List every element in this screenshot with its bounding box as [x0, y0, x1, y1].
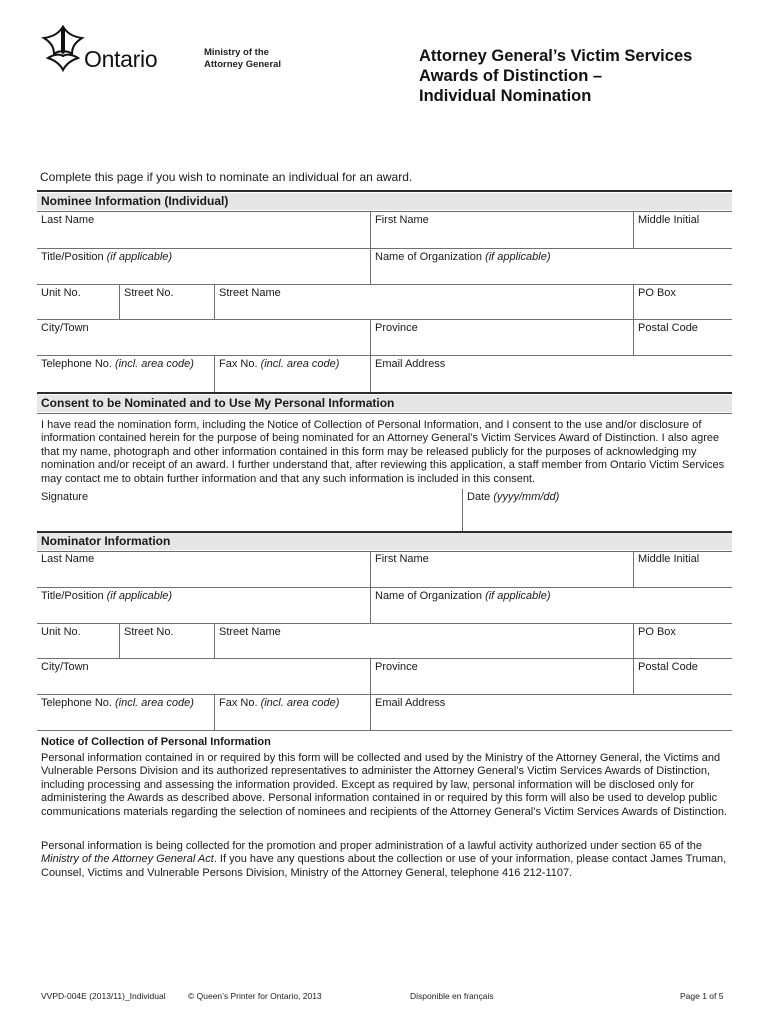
field-label: Title/Position — [41, 590, 104, 602]
nominee-po-box-field[interactable] — [633, 285, 732, 319]
field-note: (incl. area code) — [260, 697, 340, 709]
field-label: City/Town — [41, 661, 89, 673]
consent-signature-row — [37, 489, 732, 531]
field-label: PO Box — [638, 287, 676, 299]
notice-paragraph-1: Personal information contained in or required by this form will be collected and used by the Ministry of the Attorney General, the Victims and Vulnerable Persons Division and its authorized representatives to administer the Attorney General’s Victim Services Awards of Distinction, including processing and assessing the information provided. Except as required by law, personal information will be disclosed only for administering the Awards as described above. Personal information contained in or required by this form will also be used to develop public communications materials regarding the selection of nominees and recipients of the Attorney General’s Victim Services Awards of Distinction. — [41, 752, 728, 818]
nominator-middle-initial-field[interactable] — [633, 551, 732, 587]
nominee-contact-row — [37, 356, 732, 392]
field-label: Unit No. — [41, 287, 81, 299]
nominator-unit-no-field[interactable] — [37, 624, 119, 658]
nominator-province-field[interactable] — [370, 659, 633, 694]
trillium-icon — [40, 24, 88, 72]
copyright: © Queen’s Printer for Ontario, 2013 — [188, 991, 322, 1001]
field-label: City/Town — [41, 322, 89, 334]
field-label: First Name — [375, 214, 429, 226]
field-label: Unit No. — [41, 626, 81, 638]
nominee-organization-field[interactable] — [370, 249, 732, 284]
form-title — [419, 46, 692, 106]
field-note: (incl. area code) — [260, 358, 340, 370]
field-label: Street Name — [219, 287, 281, 299]
field-label: Middle Initial — [638, 553, 700, 565]
field-label: Telephone No. — [41, 358, 112, 370]
nominee-fax-field[interactable] — [214, 356, 370, 392]
field-label: Name of Organization — [375, 590, 482, 602]
field-label: Fax No. — [219, 358, 258, 370]
field-label: First Name — [375, 553, 429, 565]
section-divider — [37, 190, 732, 192]
nominator-street-no-field[interactable] — [119, 624, 214, 658]
nominator-title-position-field[interactable] — [37, 588, 370, 623]
signature-field[interactable] — [37, 489, 462, 531]
field-note: (if applicable) — [106, 251, 173, 263]
french-availability: Disponible en français — [410, 991, 494, 1001]
field-label: Province — [375, 661, 418, 673]
ontario-wordmark: Ontario — [84, 46, 158, 72]
field-note: (yyyy/mm/dd) — [493, 491, 560, 503]
page-number: Page 1 of 5 — [680, 991, 724, 1001]
nominator-form-grid — [37, 551, 732, 695]
field-label: Fax No. — [219, 697, 258, 709]
nominee-telephone-field[interactable] — [37, 356, 214, 392]
nominee-form-grid — [37, 212, 732, 356]
section-divider — [37, 392, 732, 394]
nominee-postal-code-field[interactable] — [633, 320, 732, 355]
notice-heading: Notice of Collection of Personal Information — [41, 736, 271, 748]
form-title-line-1: Attorney General’s Victim Services — [419, 47, 693, 65]
field-label: Middle Initial — [638, 214, 700, 226]
nominator-organization-field[interactable] — [370, 588, 732, 623]
form-title-line-2: Awards of Distinction – — [419, 67, 603, 85]
field-note: (incl. area code) — [115, 358, 194, 370]
nominee-street-name-field[interactable] — [214, 285, 633, 319]
nominator-name-row — [37, 551, 732, 588]
field-label: Street No. — [124, 626, 174, 638]
field-label: Email Address — [375, 697, 446, 709]
nominee-contact-grid — [37, 356, 732, 392]
nominator-last-name-field[interactable] — [37, 551, 370, 587]
nominee-email-field[interactable] — [370, 356, 732, 392]
nominator-po-box-field[interactable] — [633, 624, 732, 658]
field-note: (if applicable) — [106, 590, 173, 602]
nominee-section-heading: Nominee Information (Individual) — [37, 193, 732, 210]
field-label: Province — [375, 322, 418, 334]
form-title-line-3: Individual Nomination — [419, 87, 592, 105]
consent-section-heading: Consent to be Nominated and to Use My Personal Information — [37, 395, 732, 412]
nominator-email-field[interactable] — [370, 695, 732, 730]
nominee-first-name-field[interactable] — [370, 212, 633, 248]
nominator-section-heading: Nominator Information — [37, 533, 732, 550]
field-label: Title/Position — [41, 251, 104, 263]
field-note: (if applicable) — [485, 590, 551, 602]
field-label: PO Box — [638, 626, 676, 638]
nominee-address-row — [37, 285, 732, 320]
nominator-street-name-field[interactable] — [214, 624, 633, 658]
nominator-contact-grid — [37, 695, 732, 731]
notice-text: Personal information is being collected for the promotion and proper administration of a lawful activity authorized under section 65 of the — [41, 840, 702, 852]
notice-paragraph-2 — [41, 840, 731, 880]
consent-statement: I have read the nomination form, including the Notice of Collection of Personal Information, and I consent to the use and/or disclosure of information contained herein for the purpose of being nominated for an Attorney General’s Victim Services Award of Distinction. I also agree that my name, photograph and other information contained in this form may be released publicly for the purposes of acknowledging my nomination and/or receipt of an award. I further understand that, after reviewing this application, a staff member from Ontario Victim Services may contact me to obtain further information and that any such information is included in this consent. — [41, 419, 725, 485]
field-label: Street Name — [219, 626, 281, 638]
nominee-title-position-field[interactable] — [37, 249, 370, 284]
act-name: Ministry of the Attorney General Act — [41, 853, 214, 866]
nominator-city-field[interactable] — [37, 659, 370, 694]
nominator-title-row — [37, 588, 732, 624]
field-label: Telephone No. — [41, 697, 112, 709]
nominee-unit-no-field[interactable] — [37, 285, 119, 319]
section-divider — [37, 413, 732, 414]
field-label: Street No. — [124, 287, 174, 299]
nominee-city-row — [37, 320, 732, 356]
nominee-province-field[interactable] — [370, 320, 633, 355]
intro-text: Complete this page if you wish to nominate an individual for an award. — [40, 170, 413, 184]
field-label: Name of Organization — [375, 251, 482, 263]
form-id: VVPD-004E (2013/11)_Individual — [41, 991, 166, 1001]
field-label: Postal Code — [638, 322, 698, 334]
notice-text: . If you have any questions about the collection or use of your information, please contact James Truman, Counsel, Victims and Vulnerable Persons Division, Ministry of the Attorney General, telephone 416 212-1107. — [41, 853, 727, 879]
ministry-line-2: Attorney General — [204, 59, 282, 70]
field-note: (if applicable) — [485, 251, 551, 263]
nominator-first-name-field[interactable] — [370, 551, 633, 587]
nominee-street-no-field[interactable] — [119, 285, 214, 319]
nominee-last-name-field[interactable] — [37, 212, 370, 248]
ministry-name — [204, 47, 281, 71]
nominee-name-row — [37, 212, 732, 249]
field-label: Last Name — [41, 214, 95, 226]
consent-date-field[interactable] — [462, 489, 732, 531]
nominator-telephone-field[interactable] — [37, 695, 214, 730]
nominator-address-row — [37, 624, 732, 659]
nominator-fax-field[interactable] — [214, 695, 370, 730]
field-label: Postal Code — [638, 661, 698, 673]
nominee-city-field[interactable] — [37, 320, 370, 355]
nominator-contact-row — [37, 695, 732, 731]
field-label: Email Address — [375, 358, 446, 370]
consent-signature-grid — [37, 489, 732, 531]
field-label: Date — [467, 491, 491, 503]
ministry-line-1: Ministry of the — [204, 47, 269, 58]
field-label: Signature — [41, 491, 89, 503]
nominee-middle-initial-field[interactable] — [633, 212, 732, 248]
nominator-postal-code-field[interactable] — [633, 659, 732, 694]
field-label: Last Name — [41, 553, 95, 565]
nominee-title-row — [37, 249, 732, 285]
field-note: (incl. area code) — [115, 697, 194, 709]
nominator-city-row — [37, 659, 732, 695]
